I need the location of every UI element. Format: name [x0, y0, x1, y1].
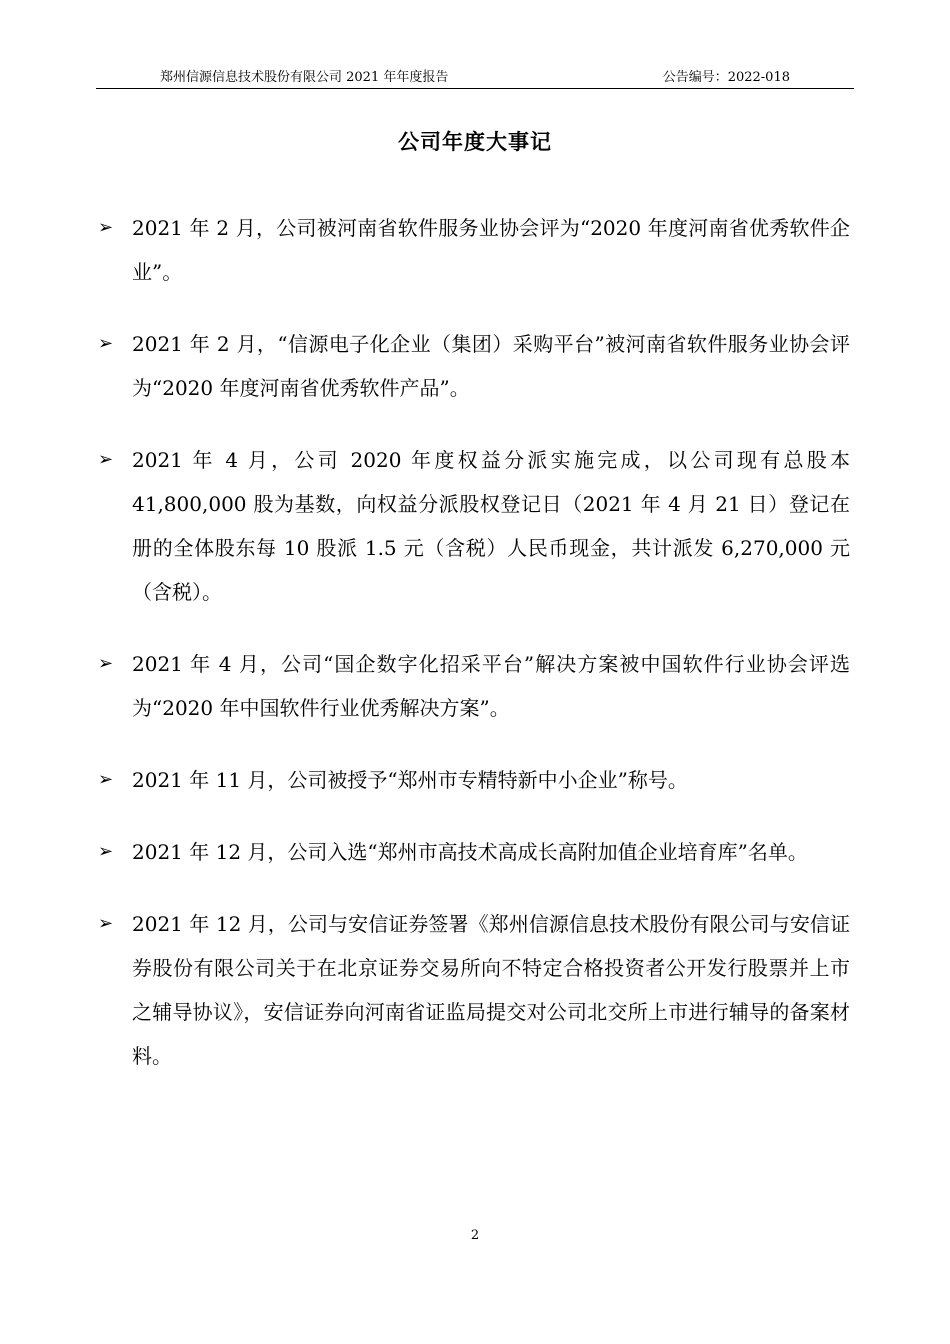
list-item: [98, 206, 850, 294]
announcement-number: 公告编号：2022-018: [662, 70, 790, 85]
list-item: [98, 642, 850, 730]
event-text: 2021 年 11 月，公司被授予“郑州市专精特新中小企业”称号。: [132, 768, 688, 792]
report-title: 郑州信源信息技术股份有限公司 2021 年年度报告: [160, 70, 449, 85]
arrow-bullet-icon: ➢: [98, 769, 114, 790]
page-number: 2: [470, 1228, 480, 1243]
event-text: 2021 年 2 月，“信源电子化企业（集团）采购平台”被河南省软件服务业协会评为“2020 年度河南省优秀软件产品”。: [132, 332, 850, 400]
event-text: 2021 年 12 月，公司与安信证券签署《郑州信源信息技术股份有限公司与安信证券股份有限公司关于在北京证券交易所向不特定合格投资者公开发行股票并上市之辅导协议》，安信证券向河南省证监局提交对公司北交所上市进行辅导的备案材料。: [132, 912, 850, 1068]
arrow-bullet-icon: ➢: [98, 217, 114, 238]
list-item: [98, 758, 850, 802]
list-item: [98, 438, 850, 614]
arrow-bullet-icon: ➢: [98, 841, 114, 862]
arrow-bullet-icon: ➢: [98, 449, 114, 470]
page-title: 公司年度大事记: [398, 130, 552, 154]
list-item: [98, 902, 850, 1078]
list-item: [98, 322, 850, 410]
arrow-bullet-icon: ➢: [98, 333, 114, 354]
event-text: 2021 年 4 月，公司“国企数字化招采平台”解决方案被中国软件行业协会评选为“2020 年中国软件行业优秀解决方案”。: [132, 652, 850, 720]
event-text: 2021 年 2 月，公司被河南省软件服务业协会评为“2020 年度河南省优秀软件企业”。: [132, 216, 850, 284]
arrow-bullet-icon: ➢: [98, 913, 114, 934]
events-list: [98, 206, 850, 1106]
event-text: 2021 年 4 月，公司 2020 年度权益分派实施完成，以公司现有总股本 41,800,000 股为基数，向权益分派股权登记日（2021 年 4 月 21 日）登记在册的全体股东每 10 股派 1.5 元（含税）人民币现金，共计派发 6,270,000 元（含税）。: [132, 448, 850, 604]
list-item: [98, 830, 850, 874]
arrow-bullet-icon: ➢: [98, 653, 114, 674]
event-text: 2021 年 12 月，公司入选“郑州市高技术高成长高附加值企业培育库”名单。: [132, 840, 808, 864]
page-header: [96, 64, 854, 89]
